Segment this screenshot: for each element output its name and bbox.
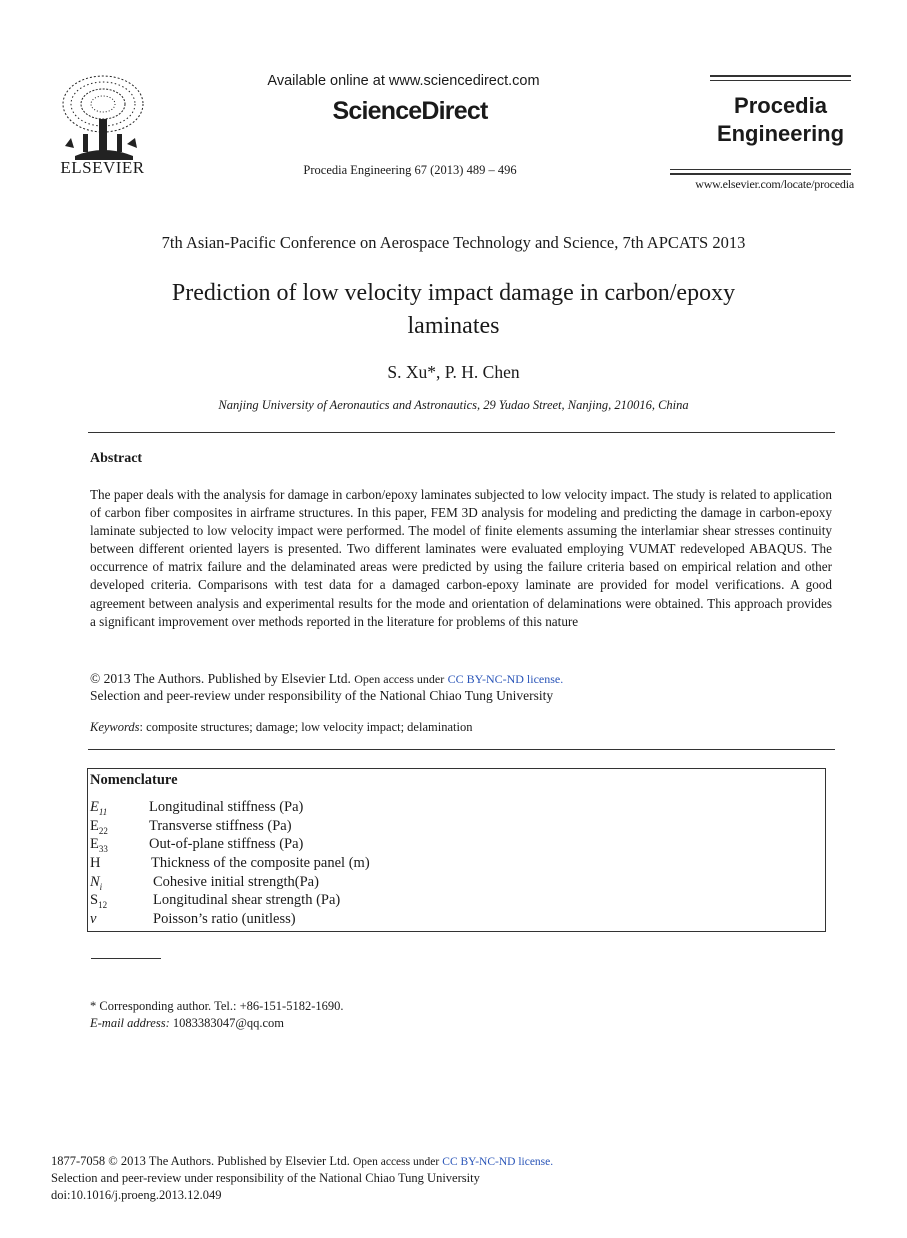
- peer-review-statement: Selection and peer-review under responsibility of the National Chiao Tung University: [90, 688, 554, 703]
- journal-rule: [670, 169, 851, 170]
- bottom-peer-review: Selection and peer-review under responsibility of the National Chiao Tung University: [51, 1171, 480, 1185]
- email-line: E-mail address: 1083383047@qq.com: [90, 1016, 285, 1030]
- section-rule: [88, 432, 835, 433]
- nomenclature-desc: Thickness of the composite panel (m): [151, 855, 370, 871]
- nomenclature-desc: Longitudinal stiffness (Pa): [149, 799, 304, 815]
- journal-name: Procedia Engineering: [716, 93, 845, 146]
- doi-line[interactable]: doi:10.1016/j.proeng.2013.12.049: [51, 1188, 222, 1202]
- nomenclature-desc: Longitudinal shear strength (Pa): [153, 892, 341, 908]
- journal-reference: Procedia Engineering 67 (2013) 489 – 496: [303, 163, 517, 177]
- nomenclature-desc: Transverse stiffness (Pa): [149, 818, 292, 834]
- nomenclature-symbol: $E_{22}$: [90, 818, 108, 836]
- nomenclature-desc: Poisson’s ratio (unitless): [153, 911, 296, 927]
- footnote-rule: [91, 958, 161, 959]
- sciencedirect-brand: ScienceDirect: [332, 97, 488, 125]
- journal-url[interactable]: www.elsevier.com/locate/procedia: [695, 177, 854, 191]
- nomenclature-symbol: $E_{33}$: [90, 836, 108, 854]
- journal-rule: [710, 80, 851, 81]
- section-rule: [88, 749, 835, 750]
- keywords: Keywords: composite structures; damage; low velocity impact; delamination: [90, 720, 473, 734]
- nomenclature-symbol: $S_{12}$: [90, 892, 108, 910]
- elsevier-wordmark: ELSEVIER: [60, 158, 145, 177]
- available-online-text: Available online at www.sciencedirect.com: [267, 73, 540, 89]
- authors: S. Xu*, P. H. Chen: [387, 362, 520, 382]
- nomenclature-symbol: H: [90, 855, 101, 871]
- corresponding-author: * Corresponding author. Tel.: +86-151-5182-1690.: [90, 999, 344, 1013]
- license-link[interactable]: CC BY-NC-ND license.: [442, 1156, 554, 1168]
- journal-rule: [710, 75, 851, 77]
- issn-line: 1877-7058 © 2013 The Authors. Published by Elsevier Ltd. Open access under CC BY-NC-ND license.: [51, 1154, 554, 1168]
- abstract-text: The paper deals with the analysis for damage in carbon/epoxy laminates subjected to low velocity impact. The study is related to application of carbon fiber composites in airframe structures. In this paper, FEM 3D analysis for modeling and predicting the damage in carbon-epoxy laminate subjected to low velocity impact were performed. The model of finite elements assuming the interlamiar shear stresses continuity between different oriented layers is presented. Two different laminates were evaluated employing VUMAT redeveloped ABAQUS. The occurrence of matrix failure and the delaminated areas were predicted by using the failure criteria based on empirical relation and other developed criteria. Comparisons with test data for a damaged carbon-epoxy laminate are provided for model verifications. A good agreement between analysis and experimental results for the mode and orientation of delaminations were obtained. This approach provides a significant improvement over methods reported in the literature for problems of this nature: [90, 487, 832, 629]
- paper-title: Prediction of low velocity impact damage in carbon/epoxy laminates: [171, 280, 736, 339]
- nomenclature-symbol: v: [90, 911, 97, 927]
- journal-rule: [670, 173, 851, 175]
- copyright-line: © 2013 The Authors. Published by Elsevier Ltd. Open access under CC BY-NC-ND license.: [90, 671, 564, 686]
- nomenclature-symbol: $N_i$: [90, 874, 103, 892]
- email-address[interactable]: 1083383047@qq.com: [172, 1016, 285, 1030]
- affiliation: Nanjing University of Aeronautics and Astronautics, 29 Yudao Street, Nanjing, 210016, China: [218, 398, 689, 412]
- abstract-heading: Abstract: [90, 451, 143, 466]
- nomenclature-desc: Out-of-plane stiffness (Pa): [149, 836, 304, 852]
- nomenclature-symbol: $E_{11}$: [90, 799, 108, 817]
- nomenclature-desc: Cohesive initial strength(Pa): [153, 874, 319, 890]
- license-link[interactable]: CC BY-NC-ND license.: [447, 672, 564, 686]
- nomenclature-heading: Nomenclature: [90, 772, 178, 788]
- conference-name: 7th Asian-Pacific Conference on Aerospace Technology and Science, 7th APCATS 2013: [161, 233, 746, 252]
